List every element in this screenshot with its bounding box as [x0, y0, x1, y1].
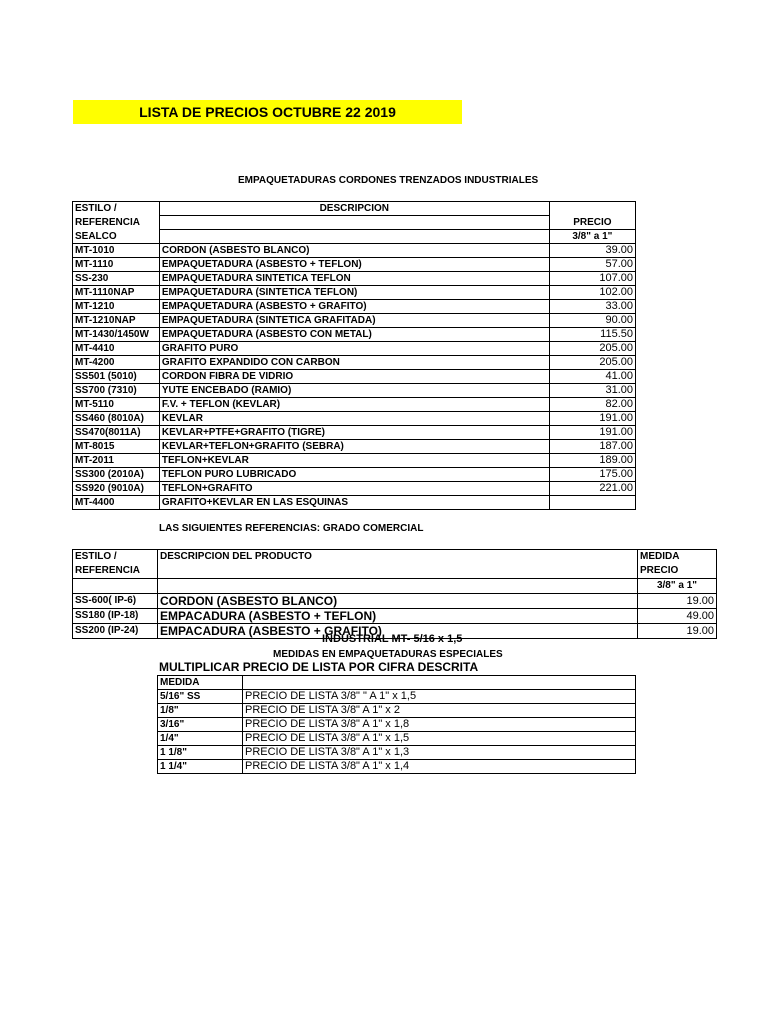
ref-cell: MT-1430/1450W [73, 328, 160, 342]
table-row [158, 732, 636, 746]
ref-cell: SS300 (2010A) [73, 468, 160, 482]
size-cell: 1 1/8" [158, 746, 243, 760]
rule-cell: PRECIO DE LISTA 3/8" A 1" x 1,4 [243, 760, 636, 774]
desc-cell: CORDON FIBRA DE VIDRIO [159, 370, 549, 384]
desc-cell: EMPAQUETADURA (ASBESTO + TEFLON) [159, 258, 549, 272]
col-precio: PRECIO [640, 565, 679, 576]
price-cell: 191.00 [549, 426, 635, 440]
price-cell: 82.00 [549, 398, 635, 412]
ref-cell: SS501 (5010) [73, 370, 160, 384]
table-row [158, 760, 636, 774]
table-row [73, 454, 636, 468]
ref-cell: MT-1110NAP [73, 286, 160, 300]
price-cell: 189.00 [549, 454, 635, 468]
desc-cell: EMPACADURA (ASBESTO + TEFLON) [158, 609, 638, 624]
ref-cell: MT-4400 [73, 496, 160, 510]
table-row [73, 314, 636, 328]
price-cell [549, 496, 635, 510]
table-row [158, 746, 636, 760]
table-row [158, 718, 636, 732]
table-row [158, 690, 636, 704]
table-row [73, 272, 636, 286]
desc-cell: KEVLAR+PTFE+GRAFITO (TIGRE) [159, 426, 549, 440]
rule-cell: PRECIO DE LISTA 3/8" A 1" x 2 [243, 704, 636, 718]
size-cell: 1/4" [158, 732, 243, 746]
desc-cell: YUTE ENCEBADO (RAMIO) [159, 384, 549, 398]
ref-cell: MT-1210NAP [73, 314, 160, 328]
col-precio: PRECIO [549, 216, 635, 230]
table-row [73, 328, 636, 342]
ref-cell: SS460 (8010A) [73, 412, 160, 426]
section2-heading: LAS SIGUIENTES REFERENCIAS: GRADO COMERCIAL [159, 523, 424, 534]
ref-cell: MT-5110 [73, 398, 160, 412]
col-estilo-referencia [73, 550, 158, 579]
table-row [73, 370, 636, 384]
price-cell: 33.00 [549, 300, 635, 314]
ref-cell: MT-4200 [73, 356, 160, 370]
ref-cell: SS-600( IP-6) [73, 594, 158, 609]
ref-cell: MT-1210 [73, 300, 160, 314]
desc-cell: EMPAQUETADURA SINTETICA TEFLON [159, 272, 549, 286]
desc-cell: TEFLON+KEVLAR [159, 454, 549, 468]
section1-heading: EMPAQUETADURAS CORDONES TRENZADOS INDUSTRIALES [238, 175, 539, 186]
desc-cell: KEVLAR+TEFLON+GRAFITO (SEBRA) [159, 440, 549, 454]
size-cell: 5/16" SS [158, 690, 243, 704]
table-row [73, 258, 636, 272]
price-cell: 191.00 [549, 412, 635, 426]
desc-cell: EMPAQUETADURA (ASBESTO CON METAL) [159, 328, 549, 342]
price-cell: 107.00 [549, 272, 635, 286]
rule-cell: PRECIO DE LISTA 3/8" A 1" x 1,3 [243, 746, 636, 760]
col-rango: 3/8" a 1" [638, 579, 717, 594]
price-cell: 205.00 [549, 342, 635, 356]
desc-cell: KEVLAR [159, 412, 549, 426]
col-descripcion: DESCRIPCION [159, 202, 549, 216]
desc-cell: EMPAQUETADURA (SINTETICA TEFLON) [159, 286, 549, 300]
table-row [73, 356, 636, 370]
price-cell: 41.00 [549, 370, 635, 384]
ref-cell: MT-4410 [73, 342, 160, 356]
size-cell: 1/8" [158, 704, 243, 718]
ref-cell: SS180 (IP-18) [73, 609, 158, 624]
col-medida: MEDIDA [158, 676, 243, 690]
price-cell: 115.50 [549, 328, 635, 342]
price-cell: 102.00 [549, 286, 635, 300]
col-sealco: SEALCO [73, 230, 160, 244]
price-cell: 19.00 [638, 624, 717, 639]
table-row [73, 244, 636, 258]
desc-cell: F.V. + TEFLON (KEVLAR) [159, 398, 549, 412]
section3-heading: MEDIDAS EN EMPAQUETADURAS ESPECIALES [273, 649, 503, 660]
price-cell: 39.00 [549, 244, 635, 258]
desc-cell: GRAFITO+KEVLAR EN LAS ESQUINAS [159, 496, 549, 510]
table-row [73, 468, 636, 482]
desc-cell: CORDON (ASBESTO BLANCO) [159, 244, 549, 258]
desc-cell: CORDON (ASBESTO BLANCO) [158, 594, 638, 609]
col-medida: MEDIDA [640, 551, 680, 562]
table-row [73, 594, 717, 609]
table-row [73, 609, 717, 624]
rule-cell: PRECIO DE LISTA 3/8" " A 1" x 1,5 [243, 690, 636, 704]
ref-cell: SS-230 [73, 272, 160, 286]
size-cell: 3/16" [158, 718, 243, 732]
desc-cell: GRAFITO EXPANDIDO CON CARBON [159, 356, 549, 370]
table-row [73, 482, 636, 496]
ref-cell: SS470(8011A) [73, 426, 160, 440]
col-referencia: REFERENCIA [75, 565, 141, 576]
price-cell: 19.00 [638, 594, 717, 609]
price-table-industrial [72, 201, 636, 510]
price-table-commercial [72, 549, 717, 639]
price-cell: 49.00 [638, 609, 717, 624]
col-estilo: ESTILO / [73, 202, 160, 216]
page-title: LISTA DE PRECIOS OCTUBRE 22 2019 [73, 100, 462, 124]
table-row [73, 412, 636, 426]
table-row [73, 426, 636, 440]
price-cell: 205.00 [549, 356, 635, 370]
ref-cell: SS920 (9010A) [73, 482, 160, 496]
col-estilo: ESTILO / [75, 551, 117, 562]
table-row [73, 342, 636, 356]
ref-cell: MT-1110 [73, 258, 160, 272]
rule-cell: PRECIO DE LISTA 3/8" A 1" x 1,8 [243, 718, 636, 732]
size-cell: 1 1/4" [158, 760, 243, 774]
table-row [73, 398, 636, 412]
desc-cell: EMPAQUETADURA (ASBESTO + GRAFITO) [159, 300, 549, 314]
col-referencia: REFERENCIA [73, 216, 160, 230]
ref-cell: MT-1010 [73, 244, 160, 258]
multiplier-note: MULTIPLICAR PRECIO DE LISTA POR CIFRA DESCRITA [159, 660, 479, 674]
price-cell: 221.00 [549, 482, 635, 496]
col-medida: 3/8" a 1" [549, 230, 635, 244]
table-row [73, 384, 636, 398]
rule-cell: PRECIO DE LISTA 3/8" A 1" x 1,5 [243, 732, 636, 746]
table-row [73, 440, 636, 454]
price-cell: 175.00 [549, 468, 635, 482]
price-cell: 187.00 [549, 440, 635, 454]
size-multiplier-table [157, 675, 636, 774]
col-descripcion: DESCRIPCION DEL PRODUCTO [158, 550, 638, 579]
desc-cell: EMPAQUETADURA (SINTETICA GRAFITADA) [159, 314, 549, 328]
table-row [73, 286, 636, 300]
table-row [73, 496, 636, 510]
ref-cell: SS200 (IP-24) [73, 624, 158, 639]
col-medida-precio [638, 550, 717, 579]
price-cell: 57.00 [549, 258, 635, 272]
ref-cell: MT-8015 [73, 440, 160, 454]
table-row [158, 704, 636, 718]
price-cell: 90.00 [549, 314, 635, 328]
desc-cell: TEFLON+GRAFITO [159, 482, 549, 496]
desc-cell: GRAFITO PURO [159, 342, 549, 356]
table-row [73, 300, 636, 314]
ref-cell: MT-2011 [73, 454, 160, 468]
price-cell: 31.00 [549, 384, 635, 398]
industrial-line: INDUSTRIAL MT- 5/16 x 1,5 [322, 633, 463, 645]
desc-cell: EMPACADURA (ASBESTO + GRAFITO) [158, 624, 638, 639]
desc-cell: TEFLON PURO LUBRICADO [159, 468, 549, 482]
ref-cell: SS700 (7310) [73, 384, 160, 398]
